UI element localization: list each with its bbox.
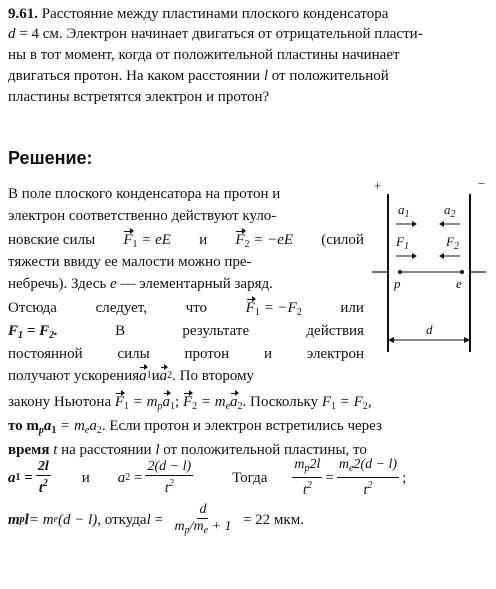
vec-a2b: a [230,394,238,410]
f2-arrowhead [439,253,444,259]
solution-line-2 [8,206,364,226]
solution-text-9a: получают ускорения [8,368,140,384]
a2-arrowhead [439,221,444,227]
solution-text-6c: что [185,300,208,316]
var-a2: a [89,418,97,434]
solution-then: Тогда [232,470,268,486]
formula-f1f2-rhs: = F [23,323,50,339]
solution-text-8c: протон [184,346,230,362]
var-t: t [53,442,58,458]
formula-f1: $F_1$ = eE [123,232,171,250]
vec-a2: a [159,368,168,384]
formula-newton-1: = m [129,394,158,410]
solution-line-10: закону Ньютона $F_1 = m_pa_1$; $F_2 = m_ea_2$. Поскольку $F_1 = F_2$, [8,394,372,412]
fraction-a2-num: 2(d − l) [147,459,192,474]
var-f1: F [8,323,19,339]
solution-text-7b: В [115,323,126,339]
electron-dot [460,270,464,274]
formula-f-eq-rhs: = −F [259,300,297,316]
fraction-me-den: $t^2$ [363,480,373,498]
solution-line-9: получают ускорения a 1 и a 2 . По второму [8,368,255,384]
solution-line-5 [8,274,364,294]
fraction-result-den: $m_p/m_e + 1$ [174,518,232,536]
vec-f1c: F [114,394,125,410]
solution-text-8d: и [263,346,273,362]
vec-a1: a [139,368,147,384]
var-mp: m [8,512,20,528]
f1-label-text: F [396,234,404,249]
solution-text-7d: действия [306,323,364,339]
fraction-mp-num: $m_p2l$ [292,457,322,478]
a1-label-text: a [398,202,405,217]
vec-f2: F [235,232,245,248]
solution-and-1: и [199,232,208,248]
problem-text-4a: двигаться протон. На каком расстоянии [8,68,264,84]
f1-label: $F_1$ [396,234,409,252]
fraction-result-num: d [199,501,207,517]
vec-f1: F [123,232,133,248]
solution-line-14: m p l = m e (d − l) , откуда l = $\frac{d}{m_p/m_e + 1}$ = 22 мкм. [8,500,490,540]
a1-arrowhead [412,221,417,227]
problem-text-4b: от положительной [267,68,389,84]
a1-label: $a_1$ [398,202,410,220]
formula-final-paren: (d − l) [58,512,98,528]
solution-line-8 [8,344,364,364]
solution-and-9: и [151,368,160,384]
fraction-mp-den: $t^2$ [302,480,312,498]
solution-text-9b: . По второму [172,368,255,384]
solution-line-12 [8,440,490,460]
fraction-a2-den-t: t [164,481,169,496]
solution-text-10b: . Поскольку [242,394,322,410]
fraction-mp [292,457,322,499]
fraction-result [166,502,240,539]
fraction-a1-den-t: t [38,481,43,496]
formula-f1f2: $F_1 = F_2$. [8,323,58,341]
vec-f1b: F [245,300,255,316]
fraction-a2 [145,459,193,497]
formula-ma: = m [56,418,85,434]
problem-text-1: Расстояние между пластинами плоского конденсатора [41,6,389,22]
var-l3: l [24,512,29,528]
minus-label: − [478,176,486,191]
e-label: e [456,276,462,291]
formula-f2: $F_2 = -eE$ [235,232,294,250]
vec-a1b: a [162,394,171,410]
var-l4: l [146,512,151,528]
solution-text-12a: время [8,442,54,458]
problem-line-3 [8,45,490,65]
fraction-me-num: $m_e2(d - l)$ [337,457,399,478]
d-label: d [426,322,433,337]
solution-text-8b: силы [117,346,150,362]
solution-line-13: a 1 = $\frac{2l}{t^2}$ и a 2 = $\frac{2(d - l)}{t^2}$ Тогда $\frac{m_p2l}{t^2}$ = $\frac{m_e2(d - l)}{t^2}$ ; [8,457,407,498]
solution-text-4: тяжести ввиду ее малости можно пре- [8,254,252,270]
capacitor-svg [370,180,490,370]
fraction-me-den-t: t [363,483,368,498]
fraction-me [337,457,399,499]
problem-line-2 [8,24,490,44]
solution-text-1: В поле плоского конденсатора на протон и [8,186,281,202]
fraction-a1 [36,459,51,497]
f2-label-text: F [446,234,454,249]
var-d: d [8,26,16,42]
solution-text-12c: от положительной пластины, то [159,442,367,458]
problem-text-5: пластины встретятся электрон и протон? [8,89,270,105]
formula-f2-eq: = −eE [249,232,294,248]
var-a1: a [43,418,52,434]
problem-line-5 [8,87,490,107]
solution-text-5a: небречь). Здесь [8,276,111,292]
formula-f1-eq: = eE [137,232,171,248]
fraction-mp-m: m [294,457,305,472]
solution-text-11a: то m [8,418,39,434]
solution-text-11b: . Если протон и электрон встретились через [101,418,382,434]
solution-line-6 [8,298,364,323]
solution-text-3b: (силой [321,232,364,248]
solution-and-13: и [81,470,90,486]
formula-final-eq: = m [28,512,54,528]
formula-newton-2: = m [197,394,226,410]
solution-line-7 [8,321,364,346]
solution-result: = 22 мкм. [242,512,304,528]
a2-label-text: a [444,202,451,217]
a2-label: $a_2$ [444,202,456,220]
fraction-a1-den: $t^2$ [38,478,48,496]
problem-text-2: = 4 см. Электрон начинает двигаться от отрицательной пласти- [15,26,423,42]
formula-f-eq: $F_1 = -F_2$ [245,300,302,318]
vec-f2b: F [182,394,193,410]
solution-text-6b: следует, [95,300,147,316]
solution-text-10a: закону Ньютона [8,394,115,410]
f1-arrowhead [412,253,417,259]
problem-line-4 [8,66,490,86]
capacitor-diagram [370,176,490,370]
fraction-a1-num: 2l [37,459,49,474]
solution-text-3a: новские силы [8,232,96,248]
var-e: e [110,276,117,292]
solution-text-6a: Отсюда [8,300,57,316]
problem-number: 9.61. [8,6,38,22]
var-f1c: F [321,394,332,410]
plus-label: + [374,178,382,193]
solution-text-5b: — элементарный заряд. [116,276,273,292]
problem-text-3: ны в тот момент, когда от положительной пластины начинает [8,47,400,63]
proton-dot [398,270,402,274]
var-l: l [263,68,268,84]
solution-text-7c: результате [182,323,250,339]
formula-f-equal: = F [336,394,363,410]
solution-line-1 [8,184,364,204]
f2-label: $F_2$ [446,234,459,252]
solution-heading: Решение: [8,148,93,168]
var-a2-lhs: a [117,470,126,486]
solution-line-11: то $m_pa_1 = m_ea_2$. Если протон и электрон встретились через [8,418,382,436]
solution-text-14c: , откуда [97,512,147,528]
solution-text-12b: на расстоянии [57,442,156,458]
solution-text-8a: постоянной [8,346,83,362]
solution-text-8e: электрон [306,346,364,362]
fraction-mp-den-t: t [302,483,307,498]
solution-line-4 [8,252,364,272]
fraction-a2-den: $t^2$ [164,478,174,496]
fraction-result-den-m: m [174,518,185,534]
solution-text-2: электрон соответственно действуют куло- [8,208,277,224]
var-a1-lhs: a [8,470,16,486]
fraction-me-m: m [338,457,349,472]
problem-line-1 [8,4,490,24]
p-label: p [394,276,401,291]
var-l2: l [155,442,160,458]
solution-text-6d: или [340,300,364,316]
